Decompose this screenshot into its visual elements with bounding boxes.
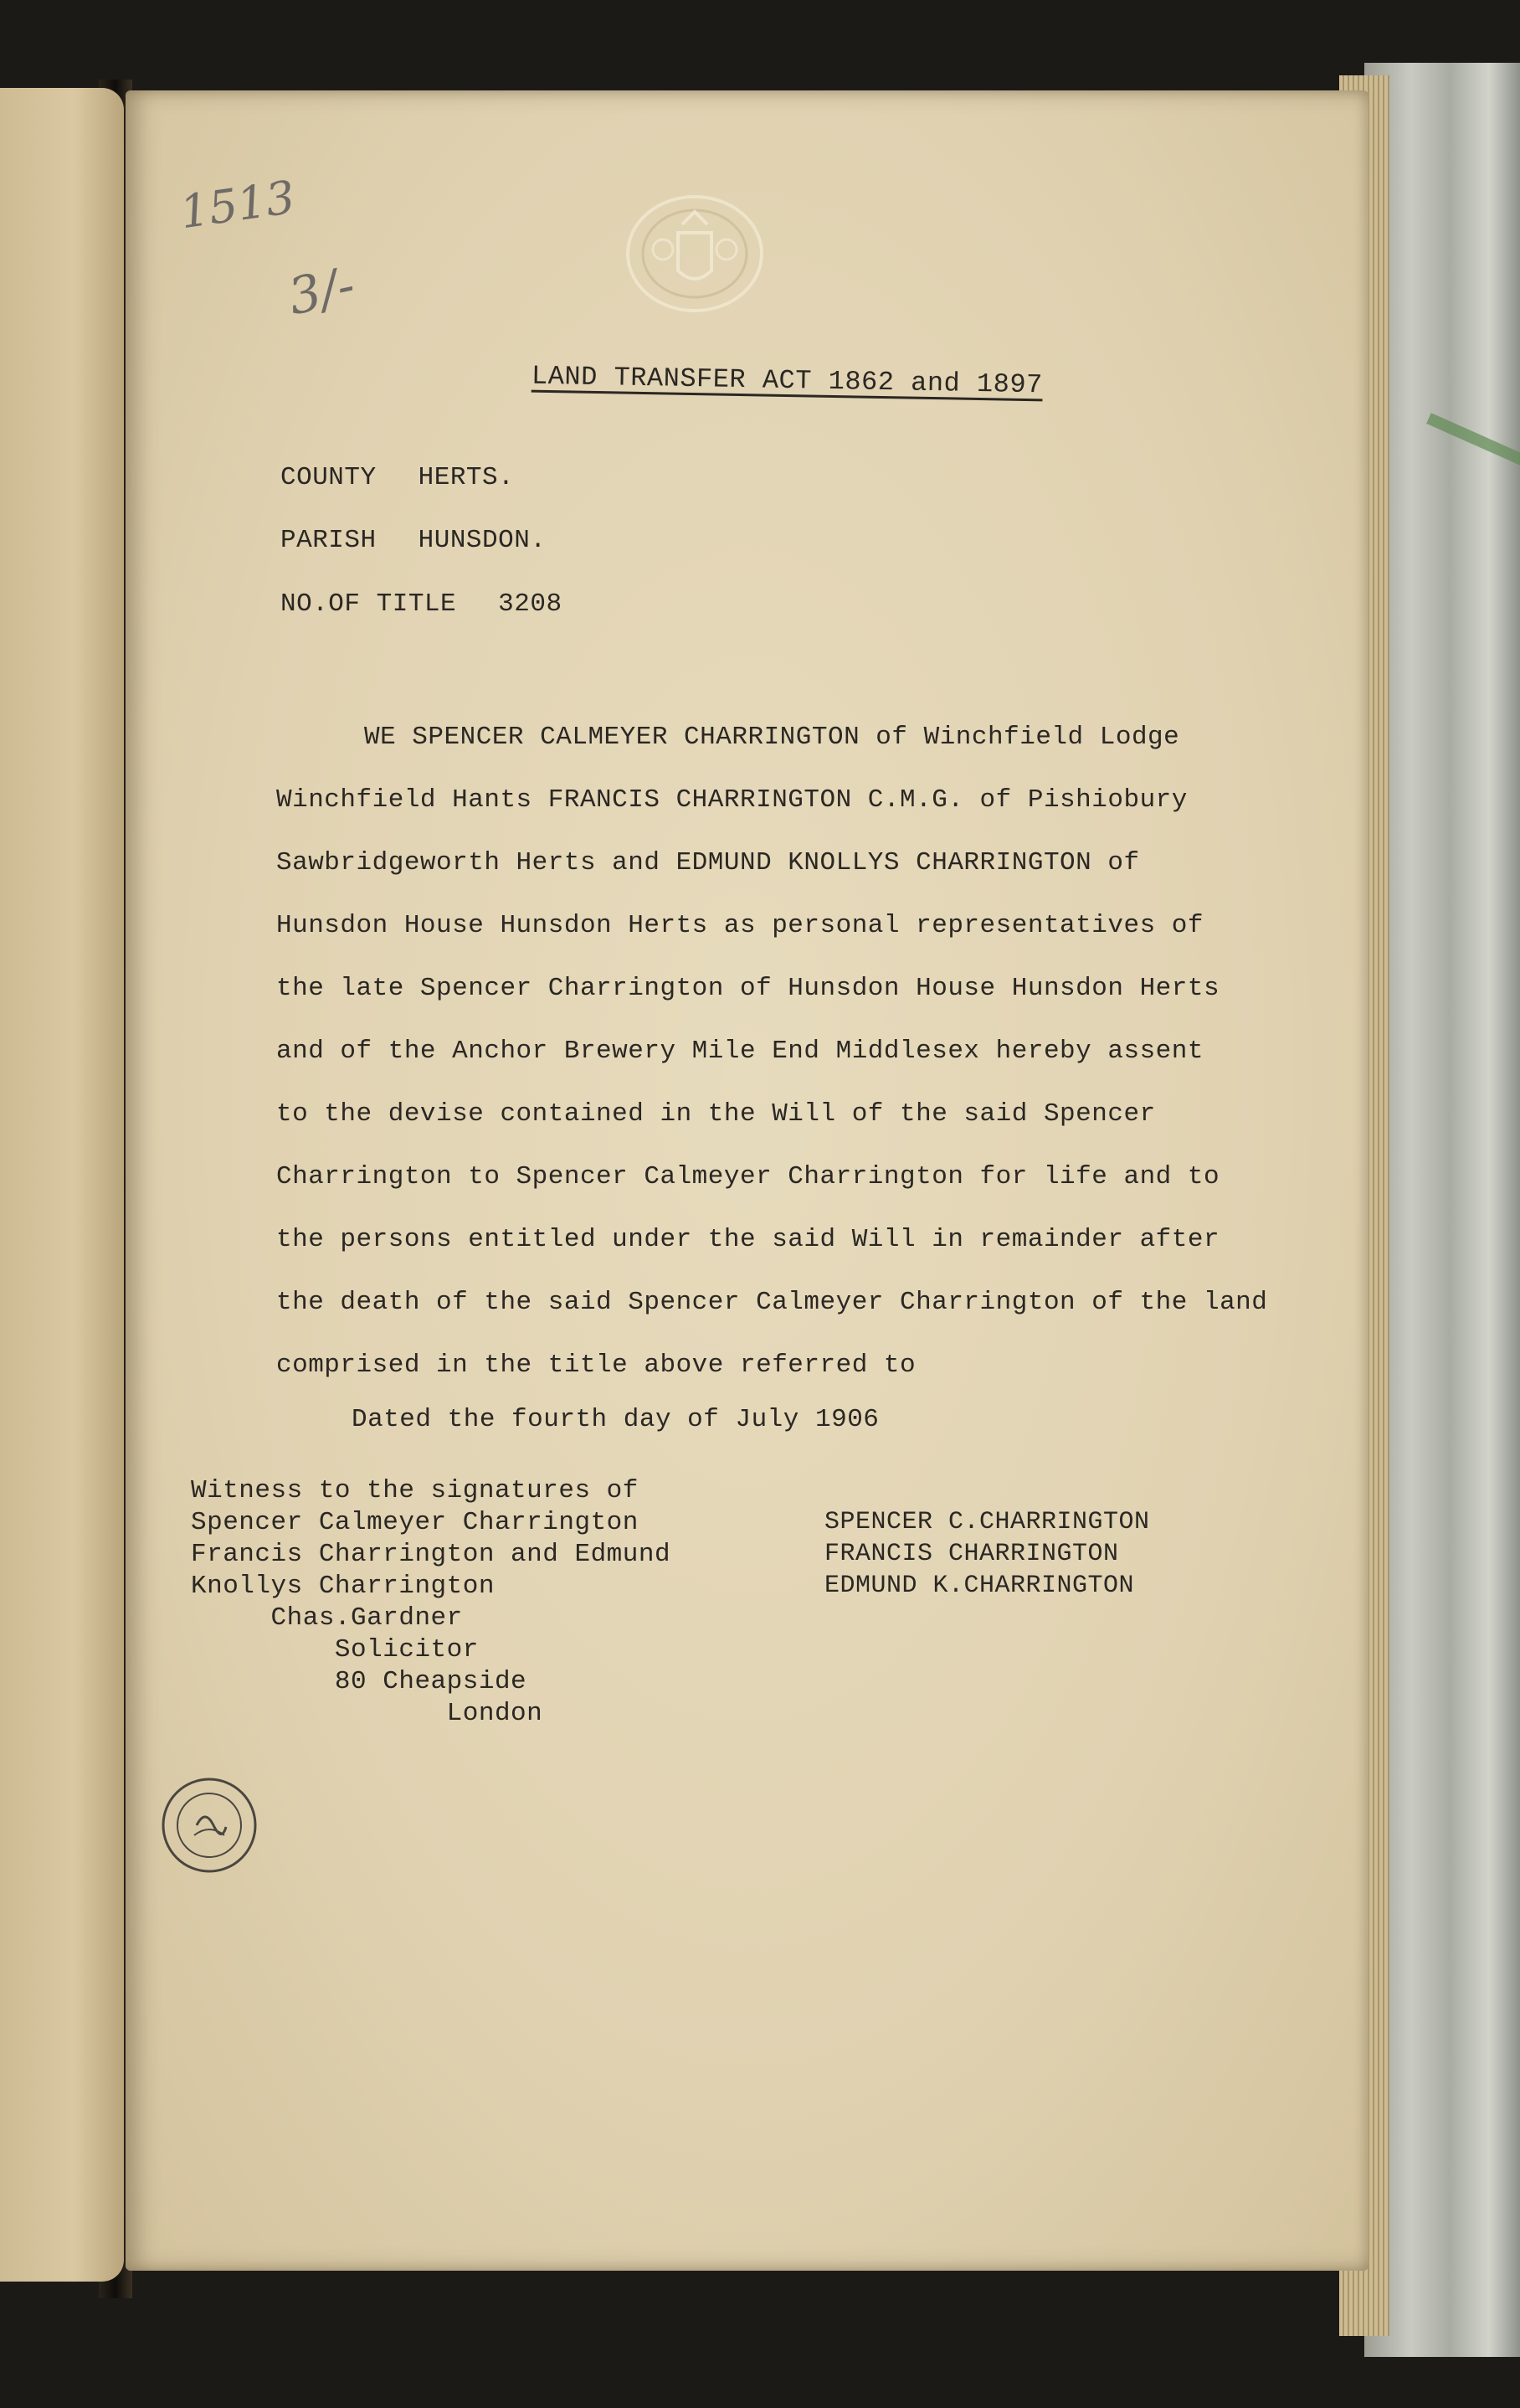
body-line: Charrington to Spencer Calmeyer Charrington for life and to <box>276 1162 1220 1191</box>
folio-annotation: 1513 <box>177 170 299 239</box>
left-page-edge <box>0 88 124 2282</box>
parish-value: HUNSDON. <box>418 526 547 555</box>
body-line: the persons entitled under the said Will in remainder after <box>276 1225 1220 1254</box>
body-line: the death of the said Spencer Calmeyer Charrington of the land <box>276 1288 1268 1317</box>
fee-annotation: 3/- <box>283 255 361 327</box>
body-line: the late Spencer Charrington of Hunsdon House Hunsdon Herts <box>276 974 1220 1003</box>
document-page <box>126 90 1369 2271</box>
signature-line: FRANCIS CHARRINGTON <box>824 1540 1119 1568</box>
witness-line: Witness to the signatures of <box>191 1476 639 1505</box>
parish-line <box>280 526 546 555</box>
county-line <box>280 463 514 492</box>
county-label: COUNTY <box>280 463 377 492</box>
witness-line: 80 Cheapside <box>191 1667 527 1696</box>
witness-line: Chas.Gardner <box>191 1603 463 1633</box>
body-line: to the devise contained in the Will of the said Spencer <box>276 1099 1156 1129</box>
dated-line: Dated the fourth day of July 1906 <box>352 1405 880 1434</box>
title-number-line <box>280 589 562 619</box>
title-number-label: NO.OF TITLE <box>280 589 457 619</box>
embossed-seal-icon <box>619 191 770 316</box>
body-line: Hunsdon House Hunsdon Herts as personal representatives of <box>276 911 1204 940</box>
signature-line: SPENCER C.CHARRINGTON <box>824 1508 1150 1536</box>
document-title: LAND TRANSFER ACT 1862 and 1897 <box>531 360 1044 401</box>
land-registry-stamp-icon <box>159 1775 259 1875</box>
title-number-value: 3208 <box>498 589 562 619</box>
county-value: HERTS. <box>418 463 515 492</box>
body-line: Winchfield Hants FRANCIS CHARRINGTON C.M.G. of Pishiobury <box>276 785 1188 815</box>
body-line: comprised in the title above referred to <box>276 1351 917 1380</box>
witness-line: London <box>191 1699 543 1728</box>
parish-label: PARISH <box>280 526 377 555</box>
body-line: WE SPENCER CALMEYER CHARRINGTON of Winchfield Lodge <box>364 723 1180 752</box>
witness-line: Spencer Calmeyer Charrington <box>191 1508 639 1537</box>
witness-line: Francis Charrington and Edmund <box>191 1540 671 1569</box>
witness-line: Solicitor <box>191 1635 479 1665</box>
body-line: Sawbridgeworth Herts and EDMUND KNOLLYS CHARRINGTON of <box>276 848 1140 877</box>
witness-line: Knollys Charrington <box>191 1572 495 1601</box>
signature-line: EDMUND K.CHARRINGTON <box>824 1572 1135 1600</box>
body-line: and of the Anchor Brewery Mile End Middlesex hereby assent <box>276 1037 1204 1066</box>
